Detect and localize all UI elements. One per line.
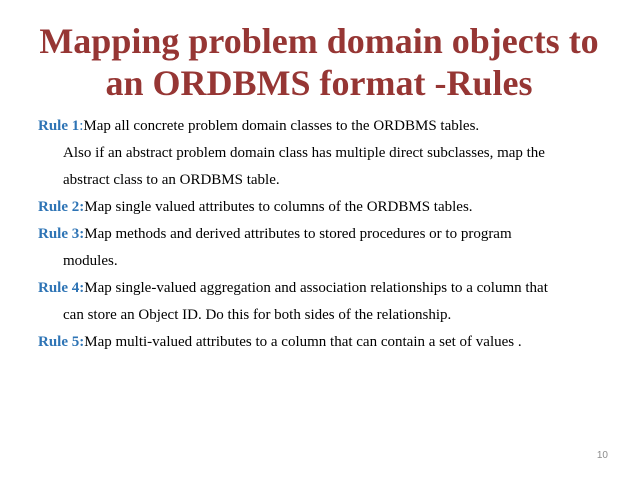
rule-4	[38, 275, 608, 302]
rule-2-text: Map single valued attributes to columns of the ORDBMS tables.	[84, 199, 473, 215]
rule-4-text: Map single-valued aggregation and association relationships to a column that	[84, 280, 548, 296]
rule-2-label: Rule 2:	[38, 199, 85, 215]
rules-list	[38, 113, 608, 356]
rule-5	[38, 329, 608, 356]
rule-1-continuation-1: Also if an abstract problem domain class has multiple direct subclasses, map the	[63, 145, 545, 161]
rule-3-text: Map methods and derived attributes to stored procedures or to program	[84, 226, 512, 242]
rule-3-continuation-1: modules.	[63, 253, 118, 269]
rule-5-text: Map multi-valued attributes to a column that can contain a set of values .	[84, 334, 522, 350]
rule-4-continuation-1: can store an Object ID. Do this for both sides of the relationship.	[63, 307, 452, 323]
rule-3	[38, 221, 608, 248]
rule-3-label: Rule 3:	[38, 226, 85, 242]
rule-4-label: Rule 4:	[38, 280, 85, 296]
slide-title	[0, 20, 638, 104]
rule-1-continuation-2: abstract class to an ORDBMS table.	[63, 172, 280, 188]
rule-1	[38, 113, 608, 140]
rule-5-label: Rule 5:	[38, 334, 85, 350]
title-line-1: Mapping problem domain objects to	[39, 21, 599, 61]
rule-1-label: Rule 1:	[38, 118, 84, 134]
rule-1-text: Map all concrete problem domain classes to the ORDBMS tables.	[83, 118, 480, 134]
title-line-2: an ORDBMS format -Rules	[105, 63, 533, 103]
rule-2	[38, 194, 608, 221]
page-number: 10	[596, 450, 608, 461]
